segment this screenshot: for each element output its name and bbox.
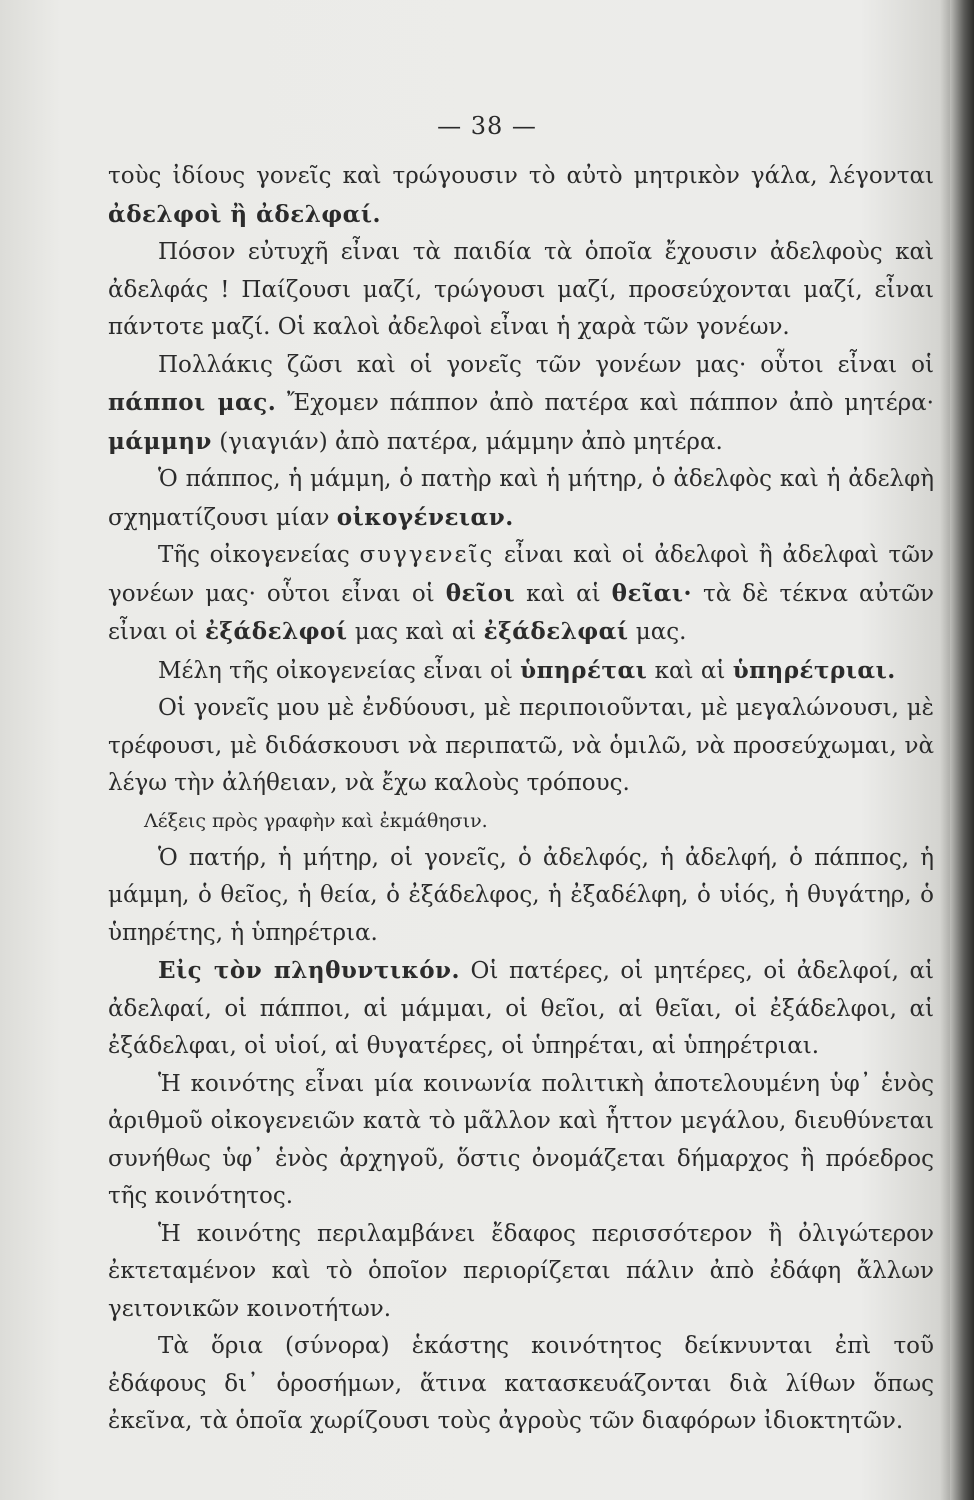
text-run: Πολλάκις ζῶσι καὶ οἱ γονεῖς τῶν γονέων μας· οὗτοι εἶναι οἱ xyxy=(158,351,934,378)
bold-term: θεῖαι· xyxy=(611,579,692,607)
paragraph xyxy=(108,158,934,234)
text-run: Μέλη τῆς οἰκογενείας εἶναι οἱ xyxy=(158,657,521,684)
paragraph xyxy=(108,952,934,1066)
page-number: — 38 — xyxy=(437,112,537,140)
text-run: Ἡ κοινότης περιλαμβάνει ἔδαφος περισσότερον ἢ ὀλιγώτερον ἐκτεταμένον καὶ τὸ ὁποῖον περιορίζεται πάλιν ἀπὸ ἐδάφη ἄλλων γειτονικῶν κοινοτήτων. xyxy=(108,1220,934,1322)
paragraph xyxy=(108,347,934,462)
book-spine-shadow xyxy=(950,0,974,1500)
text-run: (γιαγιάν) ἀπὸ πατέρα, μάμμην ἀπὸ μητέρα. xyxy=(211,428,723,455)
section-heading xyxy=(108,803,934,840)
paragraph xyxy=(108,1216,934,1329)
text-run: Ἡ κοινότης εἶναι μία κοινωνία πολιτικὴ ἀποτελουμένη ὑφ᾽ ἑνὸς ἀριθμοῦ οἰκογενειῶν κατὰ τὸ μᾶλλον καὶ ἧττον μεγάλου, διευθύνεται συνήθως ὑφ᾽ ἑνὸς ἀρχηγοῦ, ὅστις ὀνομάζεται δήμαρχος ἢ πρόεδρος τῆς κοινότητος. xyxy=(108,1070,934,1209)
text-run: Ὁ πάππος, ἡ μάμμη, ὁ πατὴρ καὶ ἡ μήτηρ, ὁ ἀδελφὸς καὶ ἡ ἀδελφὴ σχηματίζουσι μίαν xyxy=(108,466,934,531)
bold-term: ἀδελφοὶ ἢ ἀδελφαί. xyxy=(108,200,381,228)
text-run: Πόσον εὐτυχῆ εἶναι τὰ παιδία τὰ ὁποῖα ἔχουσιν ἀδελφοὺς καὶ ἀδελφάς ! Παίζουσι μαζί, τρώγουσι μαζί, προσεύχονται μαζί, εἶναι πάντοτε μαζί. Οἱ καλοὶ ἀδελφοὶ εἶναι ἡ χαρὰ τῶν γονέων. xyxy=(108,239,934,340)
paragraph xyxy=(108,234,934,347)
bold-term: ἐξάδελφοί xyxy=(204,618,348,645)
bold-term: οἰκογένειαν. xyxy=(336,503,514,531)
bold-term: μάμμην xyxy=(108,427,212,455)
paragraph xyxy=(108,690,934,803)
text-run: μας. xyxy=(628,619,687,645)
bold-term: ὑπηρέτριαι. xyxy=(732,656,896,684)
text-run: εἶναι καὶ οἱ ἀδελφοὶ ἢ ἀδελφαὶ τῶν γονέων μας· οὗτοι εἶναι οἱ xyxy=(108,542,934,607)
bold-term: πάπποι μας. xyxy=(108,389,277,416)
paragraph xyxy=(108,537,934,652)
text-run: Οἱ γονεῖς μου μὲ ἐνδύουσι, μὲ περιποιοῦνται, μὲ μεγαλώνουσι, μὲ τρέφουσι, μὲ διδάσκουσι νὰ περιπατῶ, νὰ ὁμιλῶ, νὰ προσεύχωμαι, νὰ λέγω τὴν ἀλήθειαν, νὰ ἔχω καλοὺς τρόπους. xyxy=(108,695,934,796)
paragraph xyxy=(108,461,934,537)
text-run: Τὰ ὅρια (σύνορα) ἑκάστης κοινότητος δείκνυνται ἐπὶ τοῦ ἐδάφους δι᾽ ὁροσήμων, ἅτινα κατασκευάζονται διὰ λίθων ὅπως ἐκεῖνα, τὰ ὁποῖα χωρίζουσι τοὺς ἀγροὺς τῶν διαφόρων ἰδιοκτητῶν. xyxy=(108,1333,934,1434)
paragraph xyxy=(108,840,934,953)
bold-term: ὑπηρέται xyxy=(520,656,648,684)
bold-term: Εἰς τὸν πληθυντικόν. xyxy=(158,957,461,984)
page-body xyxy=(108,158,934,1441)
text-run: συγγενεῖς xyxy=(359,542,495,568)
bold-term: θεῖοι xyxy=(445,579,516,607)
text-run: Ἔχομεν πάππον ἀπὸ πατέρα καὶ πάππον ἀπὸ μητέρα· xyxy=(276,390,934,416)
text-run: μας καὶ αἱ xyxy=(347,619,484,645)
text-run: τοὺς ἰδίους γονεῖς καὶ τρώγουσιν τὸ αὐτὸ μητρικὸν γάλα, λέγονται xyxy=(108,163,934,189)
paragraph xyxy=(108,652,934,691)
paragraph xyxy=(108,1328,934,1441)
text-run: καὶ αἱ xyxy=(647,657,733,684)
text-run: Οἱ πατέρες, οἱ μητέρες, οἱ ἀδελφοί, αἱ ἀδελφαί, οἱ πάπποι, αἱ μάμμαι, οἱ θεῖοι, αἱ θεῖαι, οἱ ἐξάδελφοι, αἱ ἐξάδελφαι, οἱ υἱοί, αἱ θυγατέρες, οἱ ὑπηρέται, αἱ ὑπηρέτριαι. xyxy=(108,958,935,1059)
text-run: Λέξεις πρὸς γραφὴν καὶ ἐκμάθησιν. xyxy=(144,809,488,832)
text-run: τὰ δὲ τέκνα αὐτῶν εἶναι οἱ xyxy=(108,580,934,645)
paragraph xyxy=(108,1066,934,1216)
bold-term: ἐξάδελφαί xyxy=(483,618,629,645)
text-run: Ὁ πατήρ, ἡ μήτηρ, οἱ γονεῖς, ὁ ἀδελφός, ἡ ἀδελφή, ὁ πάππος, ἡ μάμμη, ὁ θεῖος, ἡ θεία, ὁ ἐξάδελφος, ἡ ἐξαδέλφη, ὁ υἱός, ἡ θυγάτηρ, ὁ ὑπηρέτης, ἡ ὑπηρέτρια. xyxy=(108,844,934,946)
text-run: Τῆς οἰκογενείας xyxy=(158,542,360,568)
text-run: καὶ αἱ xyxy=(515,580,612,607)
